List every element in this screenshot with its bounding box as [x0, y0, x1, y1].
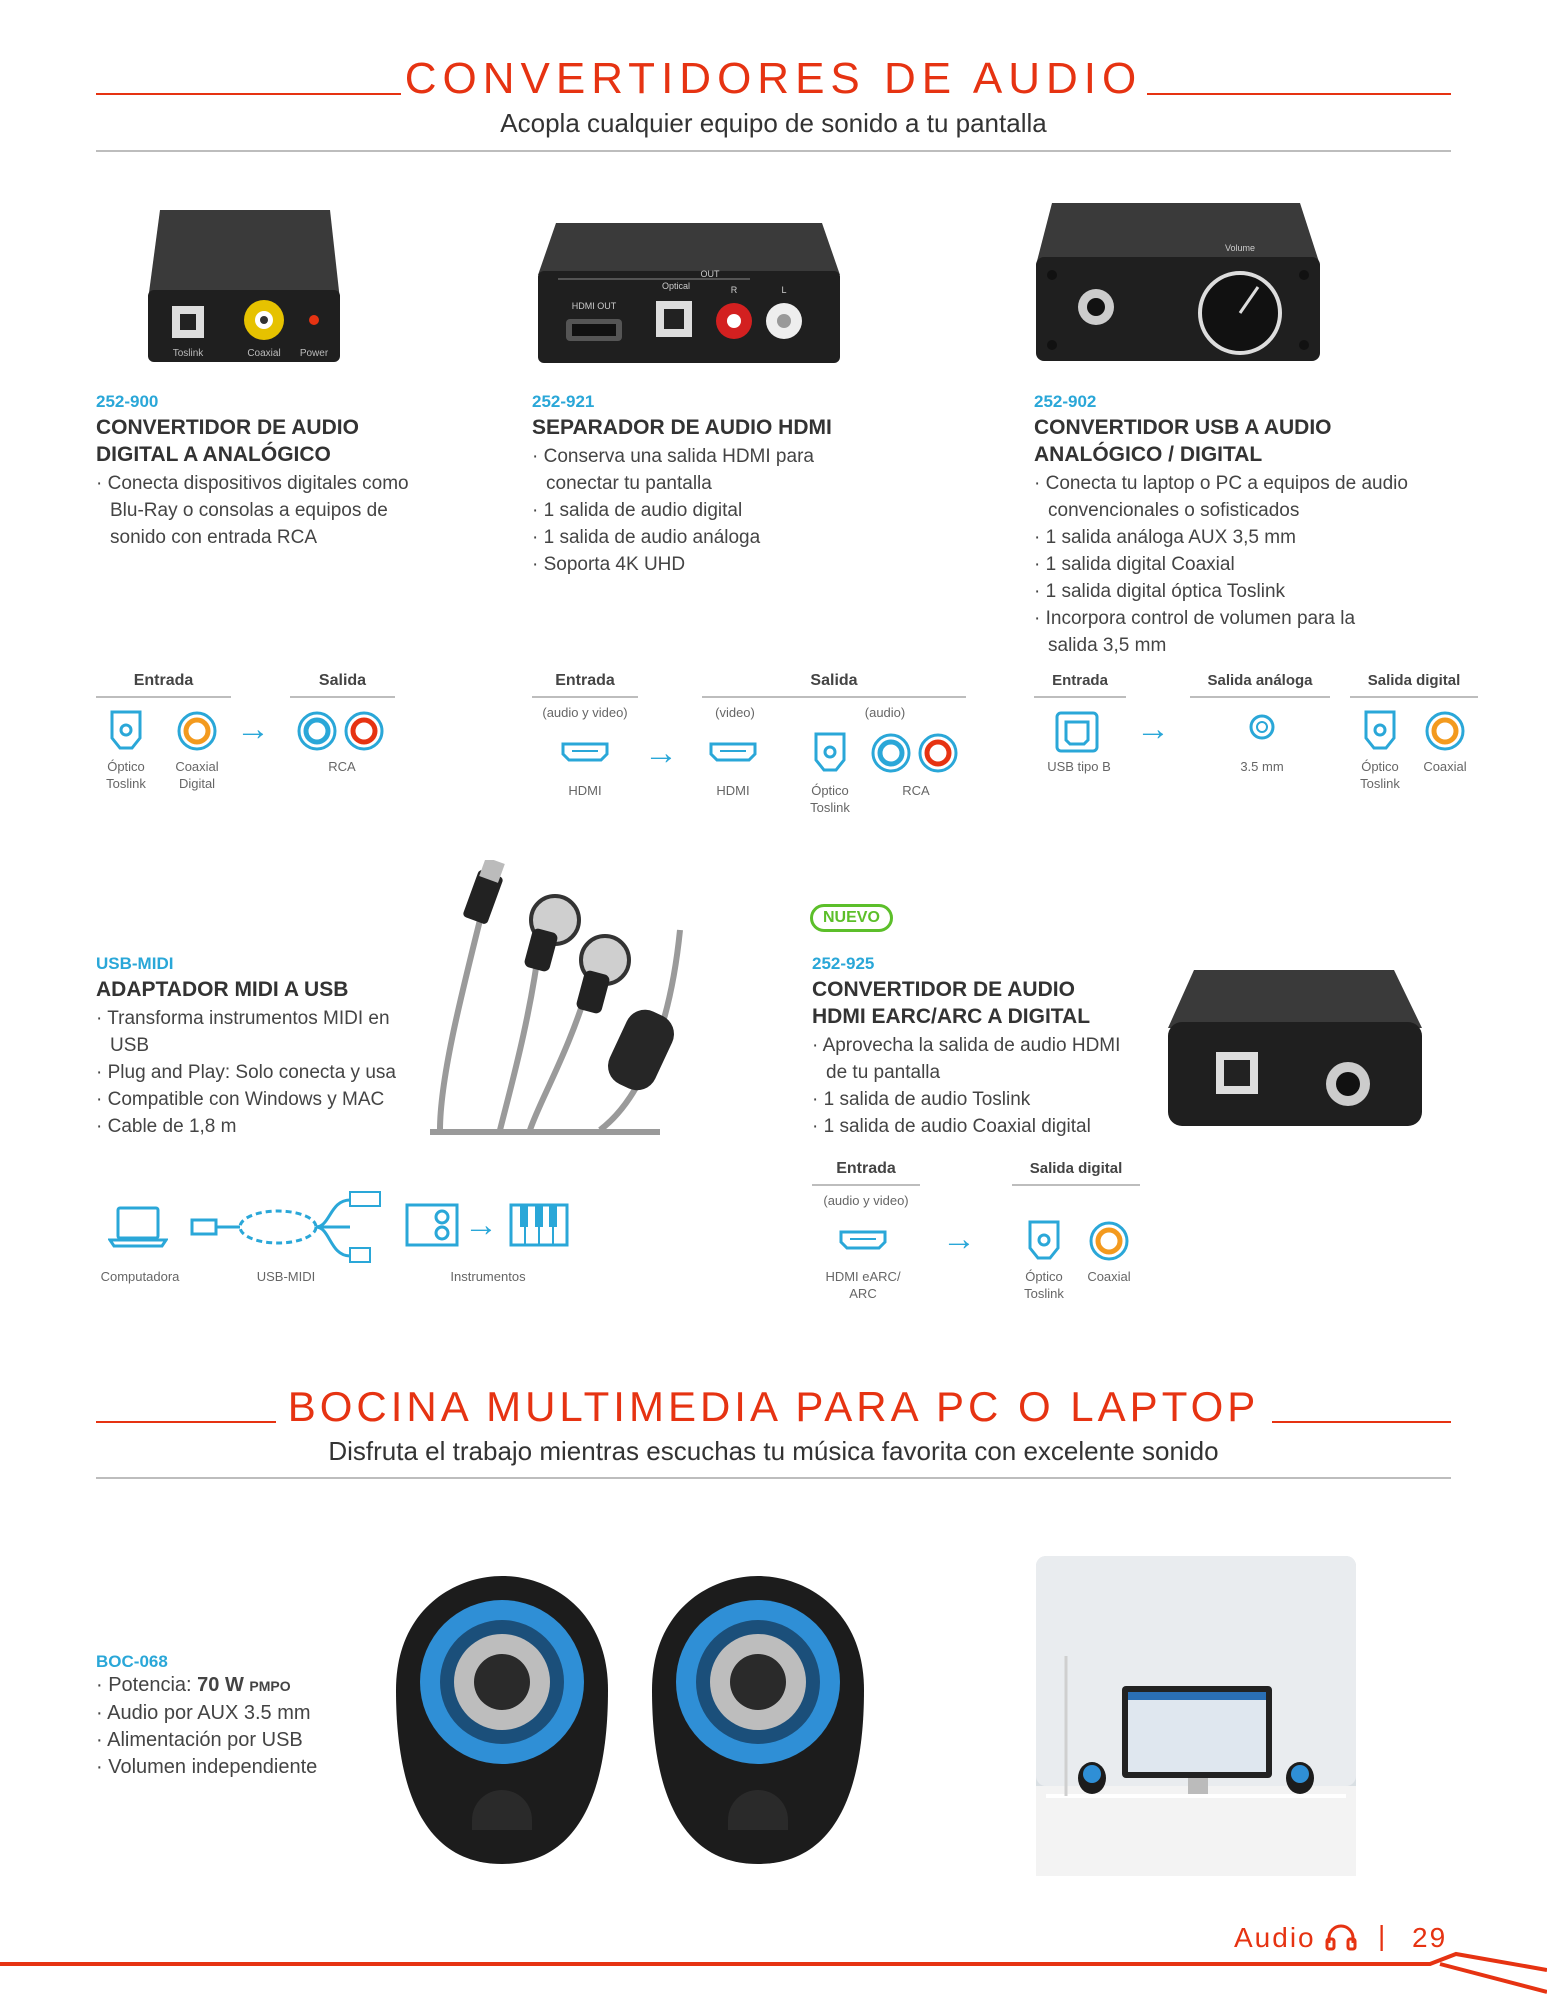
product-bullet: · 1 salida de audio análoga — [532, 524, 852, 551]
product-252-925 — [812, 954, 1142, 1140]
product-bullet: · Soporta 4K UHD — [532, 551, 852, 578]
product-252-921 — [532, 392, 852, 578]
usb-midi-cable-icon — [190, 1190, 390, 1266]
product-usb-midi — [96, 954, 426, 1140]
product-sku: 252-900 — [96, 392, 159, 411]
product-bullet: · 1 salida de audio digital — [532, 497, 852, 524]
coaxial-port-icon — [1088, 1220, 1130, 1262]
lifestyle-photo — [1036, 1556, 1356, 1876]
device-label-out: OUT — [700, 269, 720, 279]
page-number: 29 — [1412, 1922, 1448, 1953]
hdmi-port-icon — [708, 740, 758, 764]
product-bullet: · 1 salida digital óptica Toslink — [1034, 578, 1414, 605]
footer-separator: | — [1378, 1920, 1386, 1951]
caption-video: (video) — [715, 705, 755, 720]
diagram-rule — [532, 696, 638, 698]
diagram-rule — [812, 1184, 920, 1186]
product-bullet: · Audio por AUX 3.5 mm — [96, 1700, 376, 1727]
section-title-converters: CONVERTIDORES DE AUDIO — [404, 54, 1143, 103]
device-label-optical: Optical — [661, 281, 691, 291]
caption-coaxial: Coaxial Digital — [175, 759, 219, 791]
product-image-usb-midi — [420, 860, 740, 1140]
section-title-speakers: BOCINA MULTIMEDIA PARA PC O LAPTOP — [287, 1383, 1260, 1430]
caption-optical: Óptico Toslink — [1024, 1269, 1064, 1301]
product-bullet: · Alimentación por USB — [96, 1727, 376, 1754]
product-name: CONVERTIDOR DE AUDIO HDMI EARC/ARC A DIGITAL — [812, 978, 1091, 1028]
caption-optical: Óptico Toslink — [810, 783, 850, 815]
device-label-l: L — [781, 285, 787, 295]
product-image-boc-068 — [384, 1570, 874, 1880]
diagram-rule — [1034, 696, 1126, 698]
product-bullet: · Volumen independiente — [96, 1754, 376, 1781]
caption-audio: (audio) — [864, 705, 906, 720]
diagram-input-label: Entrada — [555, 672, 615, 689]
product-bullet: · Conserva una salida HDMI para conectar tu pantalla — [532, 443, 816, 497]
rca-ports-icon — [296, 710, 388, 752]
arrow-right-icon: → — [1136, 710, 1170, 748]
section-divider — [96, 1477, 1451, 1479]
coaxial-port-icon — [176, 710, 218, 752]
rca-ports-icon — [870, 732, 962, 774]
computer-icon — [108, 1204, 168, 1250]
section-divider — [96, 150, 1451, 152]
caption-rca: RCA — [902, 783, 930, 798]
keyboard-icon — [508, 1202, 570, 1248]
diagram-output-label: Salida digital — [1029, 1160, 1123, 1177]
product-bullet: · Conecta tu laptop o PC a equipos de audio convencionales o sofisticados — [1034, 470, 1418, 524]
arrow-right-icon: → — [942, 1220, 976, 1258]
device-label-r: R — [730, 285, 738, 295]
product-bullet: · 1 salida de audio Coaxial digital — [812, 1113, 1142, 1140]
footer-red-rule — [0, 1950, 1547, 2000]
device-label-coaxial: Coaxial — [247, 348, 281, 359]
product-bullet: · Cable de 1,8 m — [96, 1113, 426, 1140]
diagram-output-digital-label: Salida digital — [1367, 672, 1461, 689]
caption-hdmi-earc: HDMI eARC/ ARC — [825, 1269, 901, 1301]
product-boc-068 — [96, 1652, 376, 1781]
product-sku: 252-921 — [532, 392, 595, 411]
device-label-power: Power — [299, 348, 329, 359]
product-name: CONVERTIDOR DE AUDIO DIGITAL A ANALÓGICO — [96, 416, 359, 466]
diagram-rule — [1190, 696, 1330, 698]
jack-35-icon — [1248, 713, 1276, 741]
usb-b-port-icon — [1054, 710, 1100, 754]
product-sku: USB-MIDI — [96, 954, 174, 973]
new-badge: NUEVO — [810, 904, 893, 932]
caption-instruments: Instrumentos — [450, 1269, 526, 1284]
product-sku: 252-925 — [812, 954, 875, 973]
product-bullet: · 1 salida de audio Toslink — [812, 1086, 1142, 1113]
device-label-hdmi-out: HDMI OUT — [571, 301, 617, 311]
caption-coaxial: Coaxial — [1087, 1269, 1131, 1284]
product-name: ADAPTADOR MIDI A USB — [96, 978, 349, 1001]
hdmi-port-icon — [838, 1228, 888, 1252]
product-image-252-921 — [530, 215, 850, 375]
diagram-input-label: Entrada — [836, 1160, 896, 1177]
product-image-252-902 — [1030, 195, 1330, 375]
caption-hdmi: HDMI — [716, 783, 750, 798]
diagram-input-label: Entrada — [133, 672, 194, 689]
optical-port-icon — [1358, 708, 1402, 752]
caption-usb-midi: USB-MIDI — [256, 1269, 316, 1284]
caption-audio-video: (audio y video) — [823, 1193, 909, 1208]
optical-port-icon — [1022, 1218, 1066, 1262]
optical-port-icon — [104, 708, 148, 752]
caption-optical: Óptico Toslink — [1360, 759, 1400, 791]
product-bullet: · Transforma instrumentos MIDI en USB — [96, 1005, 410, 1059]
product-image-252-900 — [140, 190, 360, 370]
product-252-900 — [96, 392, 436, 551]
caption-rca: RCA — [328, 759, 356, 774]
title-rule-right — [1272, 1421, 1451, 1423]
product-sku: 252-902 — [1034, 392, 1097, 411]
title-rule-right — [1147, 93, 1451, 95]
product-bullet: · Incorpora control de volumen para la salida 3,5 mm — [1034, 605, 1398, 659]
arrow-right-icon: → — [236, 710, 270, 748]
product-252-902 — [1034, 392, 1414, 659]
caption-usb-b: USB tipo B — [1047, 759, 1111, 774]
product-image-252-925 — [1164, 966, 1428, 1136]
headphones-icon — [1325, 1923, 1357, 1951]
diagram-rule — [96, 696, 231, 698]
arrow-right-icon: → — [644, 734, 678, 772]
product-bullet: · 1 salida digital Coaxial — [1034, 551, 1414, 578]
product-sku: BOC-068 — [96, 1652, 168, 1671]
hdmi-port-icon — [560, 740, 610, 764]
caption-computer: Computadora — [100, 1269, 180, 1284]
product-name: CONVERTIDOR USB A AUDIO ANALÓGICO / DIGITAL — [1034, 416, 1332, 466]
arrow-right-icon: → — [464, 1206, 498, 1244]
caption-coaxial: Coaxial — [1423, 759, 1467, 774]
diagram-rule — [1012, 1184, 1140, 1186]
section-subtitle-speakers: Disfruta el trabajo mientras escuchas tu música favorita con excelente sonido — [328, 1436, 1219, 1466]
diagram-output-analog-label: Salida análoga — [1207, 672, 1313, 689]
product-bullet: · Compatible con Windows y MAC — [96, 1086, 426, 1113]
product-name: SEPARADOR DE AUDIO HDMI — [532, 416, 832, 439]
section-subtitle-converters: Acopla cualquier equipo de sonido a tu pantalla — [500, 108, 1047, 138]
product-bullet: · Plug and Play: Solo conecta y usa — [96, 1059, 426, 1086]
product-bullet: · Conecta dispositivos digitales como Blu-Ray o consolas a equipos de sonido con entrada RCA — [96, 470, 436, 551]
device-label-toslink: Toslink — [172, 348, 204, 359]
diagram-rule — [290, 696, 395, 698]
caption-audio-video: (audio y video) — [542, 705, 628, 720]
midi-interface-icon — [404, 1202, 460, 1248]
diagram-rule — [1350, 696, 1478, 698]
caption-hdmi: HDMI — [568, 783, 602, 798]
optical-port-icon — [808, 730, 852, 774]
footer-category-label: Audio — [1234, 1922, 1316, 1953]
product-bullet: · 1 salida análoga AUX 3,5 mm — [1034, 524, 1414, 551]
caption-35mm: 3.5 mm — [1240, 759, 1284, 774]
coaxial-port-icon — [1424, 710, 1466, 752]
diagram-output-label: Salida — [318, 672, 367, 689]
caption-optical: Óptico Toslink — [106, 759, 146, 791]
product-bullet: · Potencia: 70 W PMPO — [96, 1672, 376, 1700]
product-bullet: · Aprovecha la salida de audio HDMI de tu pantalla — [812, 1032, 1126, 1086]
device-label-volume: Volume — [1224, 243, 1256, 253]
diagram-input-label: Entrada — [1052, 672, 1108, 689]
diagram-output-label: Salida — [810, 672, 858, 689]
diagram-rule — [702, 696, 966, 698]
